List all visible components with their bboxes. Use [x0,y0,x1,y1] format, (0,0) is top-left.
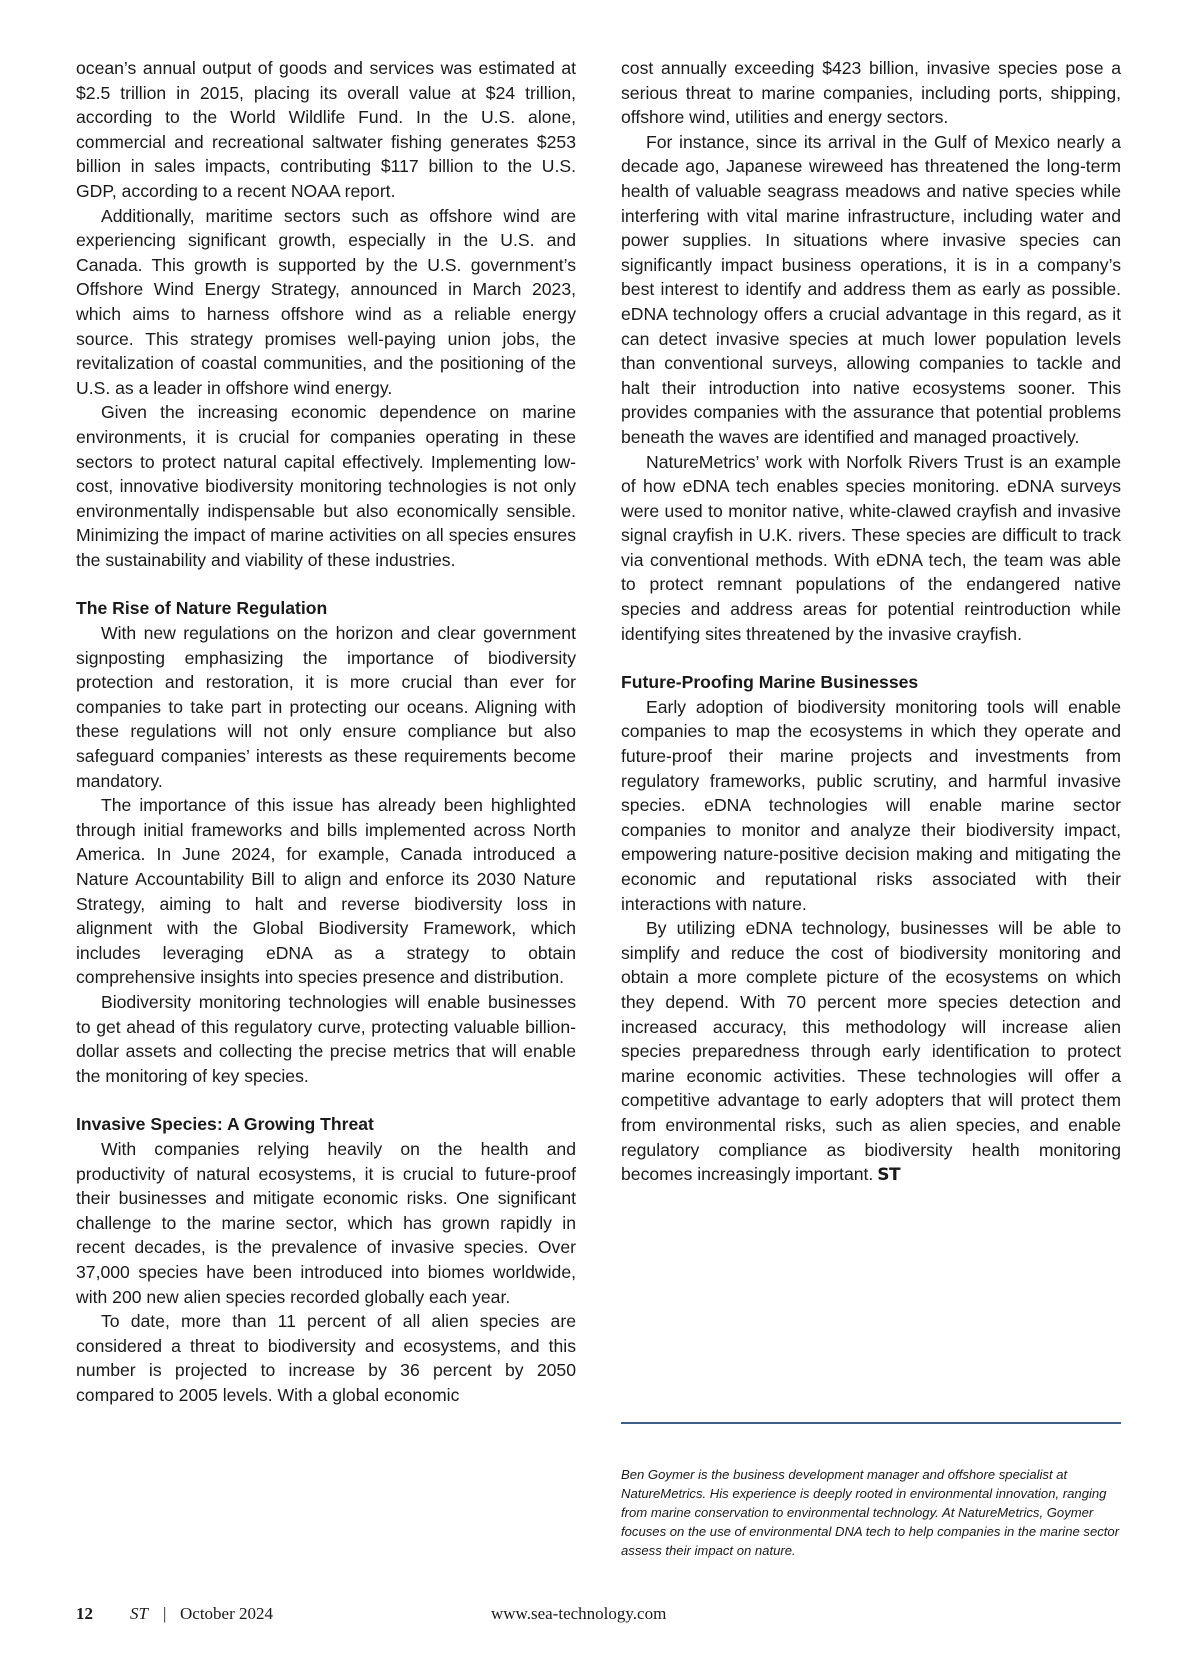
bio-divider [621,1422,1121,1424]
body-paragraph: ocean’s annual output of goods and services was estimated at $2.5 trillion in 2015, placing its overall value at $24 trillion, according to the World Wildlife Fund. In the U.S. alone, commercial and recreational saltwater fishing generates $253 billion in sales impacts, contributing $117 billion to the U.S. GDP, according to a recent NOAA report. [76,58,576,201]
body-paragraph: Biodiversity monitoring technologies will enable businesses to get ahead of this regulatory curve, protecting valuable billion-dollar assets and collecting the precise metrics that will enable the monitoring of key species. [76,991,576,1086]
right-column [621,56,1121,1188]
section-heading-invasive-species: Invasive Species: A Growing Threat [76,1114,374,1135]
body-paragraph: Additionally, maritime sectors such as offshore wind are experiencing significant growth, especially in the U.S. and Canada. This growth is supported by the U.S. government’s Offshore Wind Energy Strategy, announced in March 2023, which aims to harness offshore wind as a reliable energy source. This strategy promises well-paying union jobs, the revitalization of coastal communities, and the positioning of the U.S. as a leader in offshore wind energy. [76,205,576,398]
website-url[interactable]: www.sea-technology.com [491,1604,667,1623]
body-paragraph: NatureMetrics’ work with Norfolk Rivers Trust is an example of how eDNA tech enables species monitoring. eDNA surveys were used to monitor native, white-clawed crayfish and invasive signal crayfish in U.K. rivers. These species are difficult to track via conventional methods. With eDNA tech, the team was able to protect remnant populations of the endangered native species and address areas for potential reintroduction while identifying sites threatened by the invasive crayfish. [621,451,1121,644]
section-heading-future-proofing: Future-Proofing Marine Businesses [621,672,919,693]
body-paragraph: With new regulations on the horizon and clear government signposting emphasizing the importance of biodiversity protection and restoration, it is more crucial than ever for companies to take part in protecting our oceans. Aligning with these regulations will not only ensure compliance but also safeguard companies’ interests as these requirements become mandatory. [76,623,576,791]
author-bio: Ben Goymer is the business development manager and offshore specialist at NatureMetrics. His experience is deeply rooted in environmental innovation, ranging from marine conservation to environmental technology. At NatureMetrics, Goymer focuses on the use of environmental DNA tech to help companies in the marine sector assess their impact on nature. [621,1467,1120,1558]
left-column [76,56,576,1407]
body-paragraph: For instance, since its arrival in the Gulf of Mexico nearly a decade ago, Japanese wireweed has threatened the long-term health of valuable seagrass meadows and native species while interfering with vital marine infrastructure, including water and power supplies. In situations where invasive species can significantly impact business operations, it is in a company’s best interest to identify and address them as early as possible. eDNA technology offers a crucial advantage in this regard, as it can detect invasive species at much lower population levels than conventional surveys, allowing companies to tackle and halt their introduction into native ecosystems sooner. This provides companies with the assurance that potential problems beneath the waves are identified and managed proactively. [621,131,1121,447]
page-number: 12 [76,1604,93,1623]
body-paragraph: With companies relying heavily on the health and productivity of natural ecosystems, it is crucial to future-proof their businesses and mitigate economic risks. One significant challenge to the marine sector, which has grown rapidly in recent decades, is the prevalence of invasive species. Over 37,000 species have been introduced into biomes worldwide, with 200 new alien species recorded globally each year. [76,1138,576,1307]
end-of-article-mark: ST [877,1165,901,1186]
body-paragraph: cost annually exceeding $423 billion, invasive species pose a serious threat to marine companies, including ports, shipping, offshore wind, utilities and energy sectors. [621,58,1121,128]
body-paragraph-text: By utilizing eDNA technology, businesses will be able to simplify and reduce the cost of biodiversity monitoring and obtain a more complete picture of the ecosystems on which they depend. With 70 percent more species detection and increased accuracy, this methodology will increase alien species preparedness through early identification to protect marine economic activities. These technologies will offer a competitive advantage to early adopters that will protect them from environmental risks, such as alien species, and enable regulatory compliance as biodiversity health monitoring becomes increasingly important. [621,918,1121,1185]
issue-date: October 2024 [180,1604,274,1623]
body-paragraph: The importance of this issue has already been highlighted through initial frameworks and bills implemented across North America. In June 2024, for example, Canada introduced a Nature Accountability Bill to align and enforce its 2030 Nature Strategy, aiming to halt and reverse biodiversity loss in alignment with the Global Biodiversity Framework, which includes leveraging eDNA as a strategy to obtain comprehensive insights into species presence and distribution. [76,795,576,988]
section-heading-regulation: The Rise of Nature Regulation [76,598,328,619]
footer-separator: | [163,1604,167,1623]
body-paragraph: Given the increasing economic dependence on marine environments, it is crucial for companies operating in these sectors to protect natural capital effectively. Implementing low-cost, innovative biodiversity monitoring technologies is not only environmentally indispensable but also economically sensible. Minimizing the impact of marine activities on all species ensures the sustainability and viability of these industries. [76,402,576,570]
body-paragraph [621,916,1121,1188]
body-paragraph: To date, more than 11 percent of all alien species are considered a threat to biodiversity and ecosystems, and this number is projected to increase by 36 percent by 2050 compared to 2005 levels. With a global economic [76,1311,576,1405]
body-paragraph: Early adoption of biodiversity monitoring tools will enable companies to map the ecosystems in which they operate and future-proof their marine projects and investments from regulatory frameworks, public scrutiny, and harmful invasive species. eDNA technologies will enable marine sector companies to monitor and analyze their biodiversity impact, empowering nature-positive decision making and mitigating the economic and reputational risks associated with their interactions with nature. [621,696,1121,914]
publication-name: ST [130,1604,148,1623]
